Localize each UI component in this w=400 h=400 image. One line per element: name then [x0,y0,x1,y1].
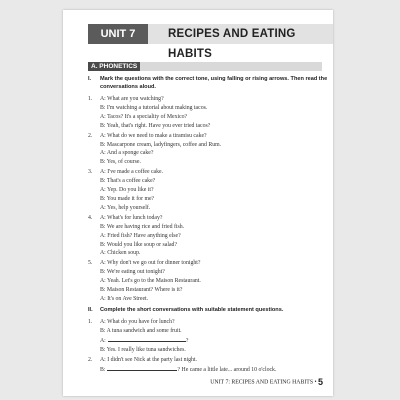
part1-item [88,214,328,259]
item-number: 4. [88,214,93,221]
dialogue-line: B: We're eating out tonight? [100,269,165,276]
item-number: 1. [88,96,93,102]
book-page [63,10,333,396]
part1-item [88,168,328,213]
dialogue-line: B: A tuna sandwich and some fruit. [100,328,182,335]
part1-conversations [88,95,328,304]
part2-instruction [88,307,328,315]
dialogue-line: B: I'm watching a tutorial about making tacos. [100,104,208,111]
dialogue-line: A: Why don't we go out for dinner tonight? [100,260,201,267]
speaker-label: B: [100,366,106,373]
part1-item [88,259,328,304]
speaker-label: A: [100,338,106,345]
unit-number: UNIT 7 [88,24,148,44]
page-number: 5 [317,377,323,387]
part2-number: II. [88,306,93,313]
dialogue-line: B: Maison Restaurant? Where is it? [100,287,183,294]
item-number: 1. [88,319,93,326]
dialogue-line: A: Yep. Do you like it? [100,187,154,194]
dialogue-line: A: I didn't see Nick at the party last night. [100,356,197,363]
dialogue-line: A: What are you watching? [100,96,164,102]
dialogue-line: A: Chicken soup. [100,250,141,257]
line-end: ? He came a little late... around 10 o'clock. [177,366,277,373]
item-number: 2. [88,132,93,139]
section-header [88,62,322,71]
dialogue-line: B: Yeah, that's right. Have you ever tried tacos? [100,122,211,129]
line-end: ? [185,338,189,345]
dialogue-line: B: That's a coffee cake? [100,178,156,185]
dialogue-line: B: Yes, of course. [100,159,141,166]
dialogue-line: A: What do you have for lunch? [100,319,175,326]
answer-blank[interactable] [107,365,177,371]
dialogue-line: B: Yes. I really like tuna sandwiches. [100,347,186,354]
footer-separator: • [314,379,317,386]
dialogue-line: A: Yeah. Let's go to the Maison Restaurant. [100,278,201,285]
answer-blank[interactable] [108,336,186,342]
part1-instruction-text: Mark the questions with the correct tone, using falling or rising arrows. Then read the conversations aloud. [100,76,328,90]
part2-item [88,356,328,375]
dialogue-line: B: Would you like soup or salad? [100,241,178,248]
dialogue-line: A: Yes, help yourself. [100,204,151,211]
dialogue-line: A: Fried fish? Have anything else? [100,232,181,239]
item-number: 3. [88,169,93,176]
dialogue-line: A: And a sponge cake? [100,150,154,157]
part1-item [88,95,328,131]
part1-number: I. [88,76,92,82]
dialogue-line: A: What do we need to make a tiramisu cake? [100,132,207,139]
dialogue-line: B: Mascarpone cream, ladyfingers, coffee and Rum. [100,141,222,148]
dialogue-line: A: Tacos? It's a speciality of Mexico? [100,113,188,120]
unit-title: RECIPES AND EATING HABITS [168,28,296,60]
part2-instruction-text: Complete the short conversations with suitable statement questions. [100,306,284,313]
dialogue-line: A: It's on Ave Street. [100,295,149,302]
dialogue-line: A: What's for lunch today? [100,214,163,221]
section-title: A. PHONETICS [88,62,140,71]
dialogue-line-blank [100,365,328,375]
unit-banner [88,24,333,60]
page-footer [210,377,323,387]
dialogue-line-blank [100,336,328,346]
part1-item [88,132,328,168]
footer-text: UNIT 7: RECIPES AND EATING HABITS [210,379,314,386]
dialogue-line: B: We are having rice and fried fish. [100,223,185,230]
dialogue-line: A: I've made a coffee cake. [100,169,164,176]
dialogue-line: B: You made it for me? [100,195,155,202]
item-number: 5. [88,260,93,267]
exercise-content [88,76,328,376]
item-number: 2. [88,356,93,363]
part1-instruction [88,76,328,91]
part2-item [88,318,328,355]
